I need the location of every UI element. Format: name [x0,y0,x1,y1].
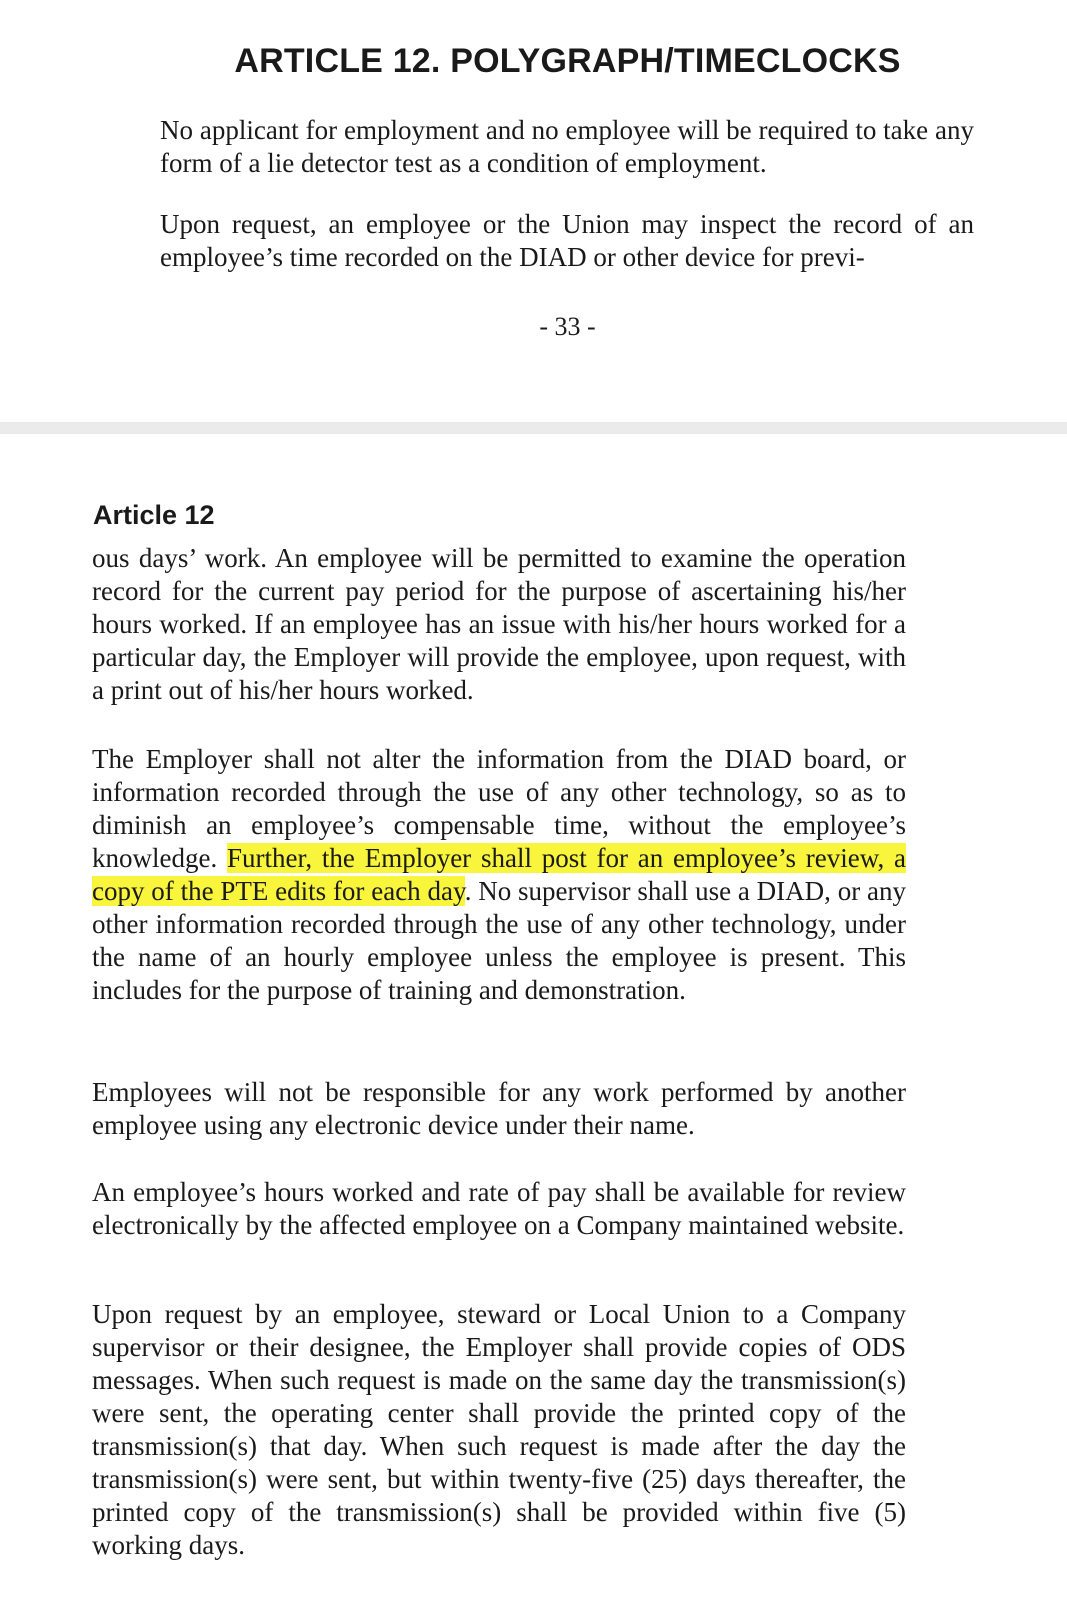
page-34 [0,434,1067,1600]
page-33 [0,0,1067,422]
article-title: ARTICLE 12. POLYGRAPH/TIMECLOCKS [234,42,901,80]
page-divider [0,422,1067,434]
paragraph-electronic-device: Employees will not be responsible for any work performed by another employee using any electronic device under their name. [92,1077,906,1140]
paragraph-diad-alteration [92,743,906,1007]
paragraph-polygraph: No applicant for employment and no employee will be required to take any form of a lie detector test as a condition of employment. [160,115,974,178]
highlighted-text: Further, the Employer shall post for an employee’s review, a copy of the PTE edits for each day [92,843,906,906]
page-number: - 33 - [539,312,596,341]
paragraph-website-review: An employee’s hours worked and rate of pay shall be available for review electronically by the affected employee on a Company maintained website. [92,1177,906,1240]
running-head: Article 12 [93,500,215,530]
paragraph-ods-messages: Upon request by an employee, steward or Local Union to a Company supervisor or their designee, the Employer shall provide copies of ODS messages. When such request is made on the same day the transmission(s) were sent, the operating center shall provide the printed copy of the transmission(s) that day. When such request is made after the day the transmission(s) were sent, but within twenty-five (25) days thereafter, the printed copy of the transmission(s) shall be provided within five (5) working days. [92,1299,906,1560]
paragraph-operation-record: ous days’ work. An employee will be permitted to examine the operation record for the current pay period for the purpose of ascertaining his/her hours worked. If an employee has an issue with his/her hours worked for a particular day, the Employer will provide the employee, upon request, with a print out of his/her hours worked. [92,543,906,705]
paragraph-diad-text-before: The Employer shall not alter the information from the DIAD board, or information recorded through the use of any other technology, so as to diminish an employee’s compensable time, without the employee’s knowledge. [92,744,906,873]
paragraph-inspect-record: Upon request, an employee or the Union may inspect the record of an employee’s time recorded on the DIAD or other device for previ- [160,209,974,272]
paragraph-diad-text-after: . No supervisor shall use a DIAD, or any other information recorded through the use of any other technology, under the name of an hourly employee unless the employee is present. This includes for the purpose of training and demonstration. [92,876,906,1005]
